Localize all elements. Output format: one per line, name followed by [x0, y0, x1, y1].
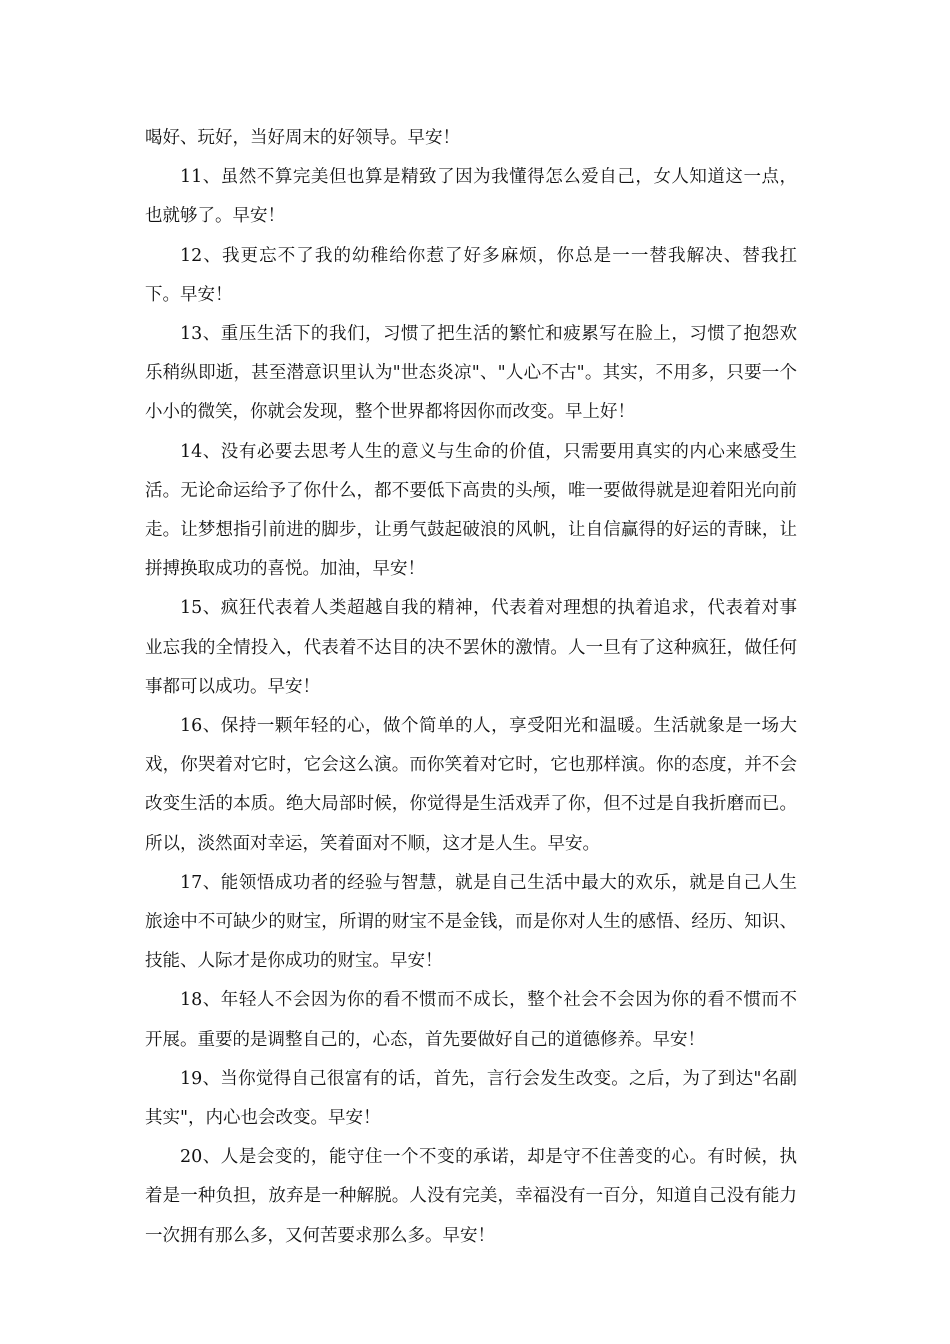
- paragraph-item-11: 11、虽然不算完美但也算是精致了因为我懂得怎么爱自己，女人知道这一点，也就够了。早安！: [145, 167, 797, 227]
- document-body: [145, 119, 797, 1256]
- paragraph-item-15: 15、疯狂代表着人类超越自我的精神，代表着对理想的执着追求，代表着对事业忘我的全情投入，代表着不达目的决不罢休的激情。人一旦有了这种疯狂，做任何事都可以成功。早安！: [145, 598, 797, 697]
- paragraph-item-18: 18、年轻人不会因为你的看不惯而不成长，整个社会不会因为你的看不惯而不开展。重要的是调整自己的，心态，首先要做好自己的道德修养。早安！: [145, 990, 797, 1050]
- paragraph-item-14: 14、没有必要去思考人生的意义与生命的价值，只需要用真实的内心来感受生活。无论命运给予了你什么，都不要低下高贵的头颅，唯一要做得就是迎着阳光向前走。让梦想指引前进的脚步，让勇气鼓起破浪的风帆，让自信赢得的好运的青睐，让拼搏换取成功的喜悦。加油，早安！: [145, 441, 797, 580]
- paragraph-item-17: 17、能领悟成功者的经验与智慧，就是自己生活中最大的欢乐，就是自己人生旅途中不可缺少的财宝，所谓的财宝不是金钱，而是你对人生的感悟、经历、知识、技能、人际才是你成功的财宝。早安！: [145, 872, 797, 972]
- paragraph-item-20: 20、人是会变的，能守住一个不变的承诺，却是守不住善变的心。有时候，执着是一种负担，放弃是一种解脱。人没有完美，幸福没有一百分，知道自己没有能力一次拥有那么多，又何苦要求那么多。早安！: [145, 1147, 797, 1246]
- paragraph-item-19: 19、当你觉得自己很富有的话，首先，言行会发生改变。之后，为了到达"名副其实"，内心也会改变。早安！: [145, 1068, 797, 1129]
- paragraph-continuation: 喝好、玩好，当好周末的好领导。早安！: [145, 128, 460, 148]
- paragraph-item-12: 12、我更忘不了我的幼稚给你惹了好多麻烦，你总是一一替我解决、替我扛下。早安！: [145, 245, 797, 305]
- paragraph-item-16: 16、保持一颗年轻的心，做个简单的人，享受阳光和温暖。生活就象是一场大戏，你哭着对它时，它会这么演。而你笑着对它时，它也那样演。你的态度，并不会改变生活的本质。绝大局部时候，你觉得是生活戏弄了你，但不过是自我折磨而已。所以，淡然面对幸运，笑着面对不顺，这才是人生。早安。: [145, 716, 797, 854]
- paragraph-item-13: 13、重压生活下的我们，习惯了把生活的繁忙和疲累写在脸上，习惯了抱怨欢乐稍纵即逝，甚至潜意识里认为"世态炎凉"、"人心不古"。其实，不用多，只要一个小小的微笑，你就会发现，整个世界都将因你而改变。早上好！: [145, 324, 797, 423]
